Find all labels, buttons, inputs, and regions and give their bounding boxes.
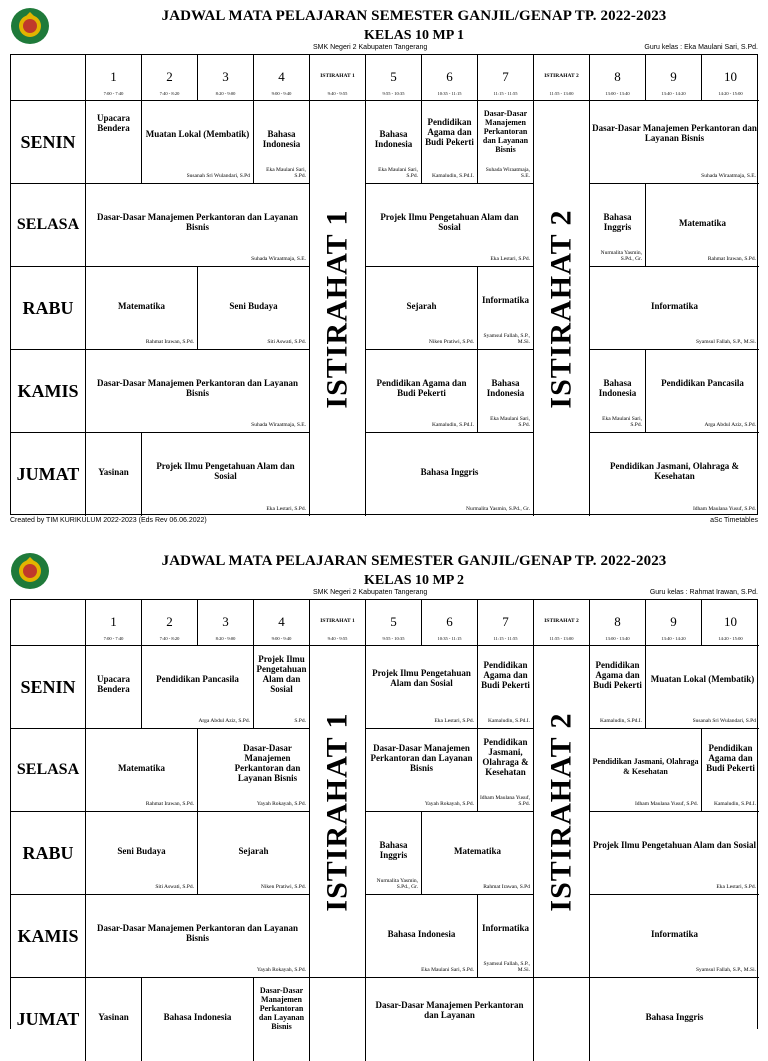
- period-header: 7 11:15 - 11:55: [478, 600, 534, 646]
- lesson-cell: Sejarah Niken Pratiwi, S.Pd.: [198, 812, 310, 895]
- lesson-cell: Pendidikan Jasmani, Olahraga & Kesehatan Idham Maulana Yusuf, S.Pd.: [609, 461, 756, 512]
- period-header: 1 7:00 - 7:40: [86, 600, 142, 646]
- lesson-cell: Bahasa Inggris: [645, 1012, 704, 1022]
- lesson-cell: Informatika Syamsul Fallah, S.P., M.Si.: [590, 267, 759, 350]
- lesson-cell: Dasar-Dasar Manajemen Perkantoran dan Layanan Bisnis Suhada Wiraatmaja, S.E.: [86, 184, 310, 267]
- lesson-cell: Projek Ilmu Pengetahuan Alam dan Sosial S.Pd.: [254, 646, 310, 729]
- lesson-cell: Projek Ilmu Pengetahuan Alam dan Sosial Eka Lestari, S.Pd.: [590, 812, 759, 895]
- lesson-cell: Pendidikan Pancasila Arga Abdul Aziz, S.Pd.: [142, 646, 254, 729]
- timetable-grid: [10, 599, 758, 1029]
- break-1-column: ISTIRAHAT 1: [310, 646, 366, 978]
- lesson-cell: Bahasa Inggris Nurmalita Yasmin, S.Pd., Gr.: [366, 812, 422, 895]
- period-header: 6 10:35 - 11:15: [422, 55, 478, 101]
- period-header: 5 9:55 - 10:35: [366, 600, 422, 646]
- lesson-cell: Dasar-Dasar Manajemen Perkantoran dan Layanan Bisnis Suhada Wiraatmaja, S.E.: [86, 350, 310, 433]
- lesson-cell: Bahasa Indonesia Eka Maulani Sari, S.Pd.: [366, 101, 422, 184]
- lesson-cell: Seni Budaya Siti Aswati, S.Pd.: [86, 812, 198, 895]
- day-label-senin: SENIN: [11, 646, 86, 729]
- lesson-cell: Dasar-Dasar Manajemen Perkantoran dan Layanan Bisnis Yayah Rokayah, S.Pd.: [198, 729, 310, 812]
- lesson-cell: Muatan Lokal (Membatik) Susanah Sri Wulandari, S.Pd: [646, 646, 759, 729]
- period-header: 2 7:40 - 8:20: [142, 55, 198, 101]
- break-2-column: ISTIRAHAT 2: [534, 101, 590, 516]
- period-header: 5 9:55 - 10:35: [366, 55, 422, 101]
- break-1-column: [310, 978, 366, 1061]
- lesson-cell: Upacara Bendera: [86, 646, 142, 729]
- break-header: ISTIRAHAT 1 9:40 - 9:55: [310, 55, 366, 101]
- day-label-selasa: SELASA: [11, 184, 86, 267]
- lesson-cell: Seni Budaya Siti Aswati, S.Pd.: [198, 267, 310, 350]
- day-label-rabu: RABU: [11, 812, 86, 895]
- lesson-cell: Dasar-Dasar Manajemen Perkantoran dan Layanan Bisnis Suhada Wiraatmaja, S.E.: [478, 101, 534, 184]
- period-header: 7 11:15 - 11:55: [478, 55, 534, 101]
- period-header: 9 13:40 - 14:20: [646, 55, 702, 101]
- school-name: SMK Negeri 2 Kabupaten Tangerang: [313, 589, 428, 596]
- period-header: 8 13:00 - 13:40: [590, 600, 646, 646]
- lesson-cell: Informatika Syamsul Fallah, S.P., M.Si.: [590, 895, 759, 978]
- lesson-cell: Bahasa Indonesia Eka Maulani Sari, S.Pd.: [366, 895, 478, 978]
- break-header: ISTIRAHAT 2 11:55 - 13:00: [534, 600, 590, 646]
- corner-cell: [11, 55, 86, 101]
- period-header: 2 7:40 - 8:20: [142, 600, 198, 646]
- timetable-page-2: [0, 545, 768, 1031]
- lesson-cell: Pendidikan Agama dan Budi Pekerti Kamaludin, S.Pd.I.: [478, 646, 534, 729]
- timetable-page-1: [0, 0, 768, 530]
- break-2-column: [534, 978, 590, 1061]
- lesson-cell: Bahasa Indonesia Eka Maulani Sari, S.Pd.: [478, 350, 534, 433]
- break-header: ISTIRAHAT 1 9:40 - 9:55: [310, 600, 366, 646]
- period-header: 3 8:20 - 9:00: [198, 600, 254, 646]
- lesson-cell: Bahasa Indonesia: [142, 978, 254, 1061]
- class-name: KELAS 10 MP 1: [364, 28, 464, 43]
- period-header: 4 9:00 - 9:40: [254, 600, 310, 646]
- period-header: 10 14:20 - 15:00: [702, 55, 759, 101]
- break-header: ISTIRAHAT 2 11:55 - 13:00: [534, 55, 590, 101]
- school-name: SMK Negeri 2 Kabupaten Tangerang: [313, 44, 428, 51]
- break-1-column: ISTIRAHAT 1: [310, 101, 366, 516]
- class-name: KELAS 10 MP 2: [364, 573, 464, 588]
- period-header: 10 14:20 - 15:00: [702, 600, 759, 646]
- lesson-cell: Pendidikan Agama dan Budi Pekerti Kamaludin, S.Pd.I.: [366, 350, 478, 433]
- lesson-cell: Informatika Syamsul Fallah, S.P., M.Si.: [478, 895, 534, 978]
- lesson-cell: Dasar-Dasar Manajemen Perkantoran dan Layanan Bisnis Suhada Wiraatmaja, S.E.: [590, 101, 759, 184]
- period-header: 1 7:00 - 7:40: [86, 55, 142, 101]
- lesson-cell: Yasinan: [86, 433, 142, 516]
- day-label-jumat: JUMAT: [11, 433, 86, 516]
- period-header: 9 13:40 - 14:20: [646, 600, 702, 646]
- school-logo-icon: [10, 551, 50, 591]
- school-logo-icon: [10, 6, 50, 46]
- lesson-cell: Dasar-Dasar Manajemen Perkantoran dan Layanan Bisnis Yayah Rokayah, S.Pd.: [366, 729, 478, 812]
- timetable-grid: [10, 54, 758, 515]
- period-header: 3 8:20 - 9:00: [198, 55, 254, 101]
- lesson-cell: Bahasa Inggris Nurmalita Yasmin, S.Pd., Gr.: [590, 184, 646, 267]
- lesson-cell: Pendidikan Jasmani, Olahraga & Kesehatan Idham Maulana Yusuf, S.Pd.: [590, 729, 702, 812]
- lesson-cell: Pendidikan Agama dan Budi Pekerti Kamaludin, S.Pd.I.: [590, 646, 646, 729]
- lesson-cell: Bahasa Indonesia Eka Maulani Sari, S.Pd.: [590, 350, 646, 433]
- footer-credit: Created by TIM KURIKULUM 2022-2023 (Eds Rev 06.06.2022): [10, 517, 207, 524]
- lesson-cell: Dasar-Dasar Manajemen Perkantoran dan Layanan Bisnis: [254, 978, 310, 1061]
- lesson-cell: Matematika Rahmat Irawan, S.Pd: [422, 812, 534, 895]
- period-header: 4 9:00 - 9:40: [254, 55, 310, 101]
- lesson-cell: Matematika Rahmat Irawan, S.Pd.: [86, 729, 198, 812]
- lesson-cell: Upacara Bendera: [86, 101, 142, 184]
- day-label-jumat: JUMAT: [11, 978, 86, 1061]
- lesson-cell: Bahasa Indonesia Eka Maulani Sari, S.Pd.: [254, 101, 310, 184]
- day-label-rabu: RABU: [11, 267, 86, 350]
- lesson-cell: Muatan Lokal (Membatik) Susanah Sri Wulandari, S.Pd: [142, 101, 254, 184]
- lesson-cell: Pendidikan Jasmani, Olahraga & Kesehatan Idham Maulana Yusuf, S.Pd.: [478, 729, 534, 812]
- day-label-selasa: SELASA: [11, 729, 86, 812]
- lesson-cell: Matematika Rahmat Irawan, S.Pd.: [86, 267, 198, 350]
- corner-cell: [11, 600, 86, 646]
- lesson-cell: Matematika Rahmat Irawan, S.Pd.: [646, 184, 759, 267]
- lesson-cell: Projek Ilmu Pengetahuan Alam dan Sosial Eka Lestari, S.Pd.: [366, 184, 534, 267]
- day-label-kamis: KAMIS: [11, 895, 86, 978]
- period-header: 8 13:00 - 13:40: [590, 55, 646, 101]
- lesson-cell: Yasinan: [86, 978, 142, 1061]
- page-title: JADWAL MATA PELAJARAN SEMESTER GANJIL/GENAP TP. 2022-2023: [161, 553, 667, 569]
- day-label-senin: SENIN: [11, 101, 86, 184]
- period-header: 6 10:35 - 11:15: [422, 600, 478, 646]
- lesson-cell: Pendidikan Agama dan Budi Pekerti Kamaludin, S.Pd.I.: [702, 729, 759, 812]
- lesson-cell: Projek Ilmu Pengetahuan Alam dan Sosial Eka Lestari, S.Pd.: [366, 646, 478, 729]
- lesson-cell: Projek Ilmu Pengetahuan Alam dan Sosial Eka Lestari, S.Pd.: [142, 433, 310, 516]
- day-label-kamis: KAMIS: [11, 350, 86, 433]
- homeroom-teacher: Guru kelas : Rahmat Irawan, S.Pd.: [649, 589, 758, 596]
- footer-software: aSc Timetables: [710, 517, 758, 524]
- lesson-cell: Dasar-Dasar Manajemen Perkantoran dan Layanan Bisnis Yayah Rokayah, S.Pd.: [86, 895, 310, 978]
- page-title: JADWAL MATA PELAJARAN SEMESTER GANJIL/GENAP TP. 2022-2023: [161, 8, 667, 24]
- lesson-cell: Pendidikan Agama dan Budi Pekerti Kamaludin, S.Pd.I.: [422, 101, 478, 184]
- lesson-cell: Sejarah Niken Pratiwi, S.Pd.: [366, 267, 478, 350]
- break-2-column: ISTIRAHAT 2: [534, 646, 590, 978]
- lesson-cell: Bahasa Inggris Nurmalita Yasmin, S.Pd., Gr.: [366, 433, 534, 516]
- lesson-cell: Dasar-Dasar Manajemen Perkantoran dan Layanan: [366, 978, 534, 1061]
- homeroom-teacher: Guru kelas : Eka Maulani Sari, S.Pd.: [644, 44, 758, 51]
- lesson-cell: Informatika Syamsul Fallah, S.P., M.Si.: [478, 267, 534, 350]
- lesson-cell: Pendidikan Pancasila Arga Abdul Aziz, S.Pd.: [646, 350, 759, 433]
